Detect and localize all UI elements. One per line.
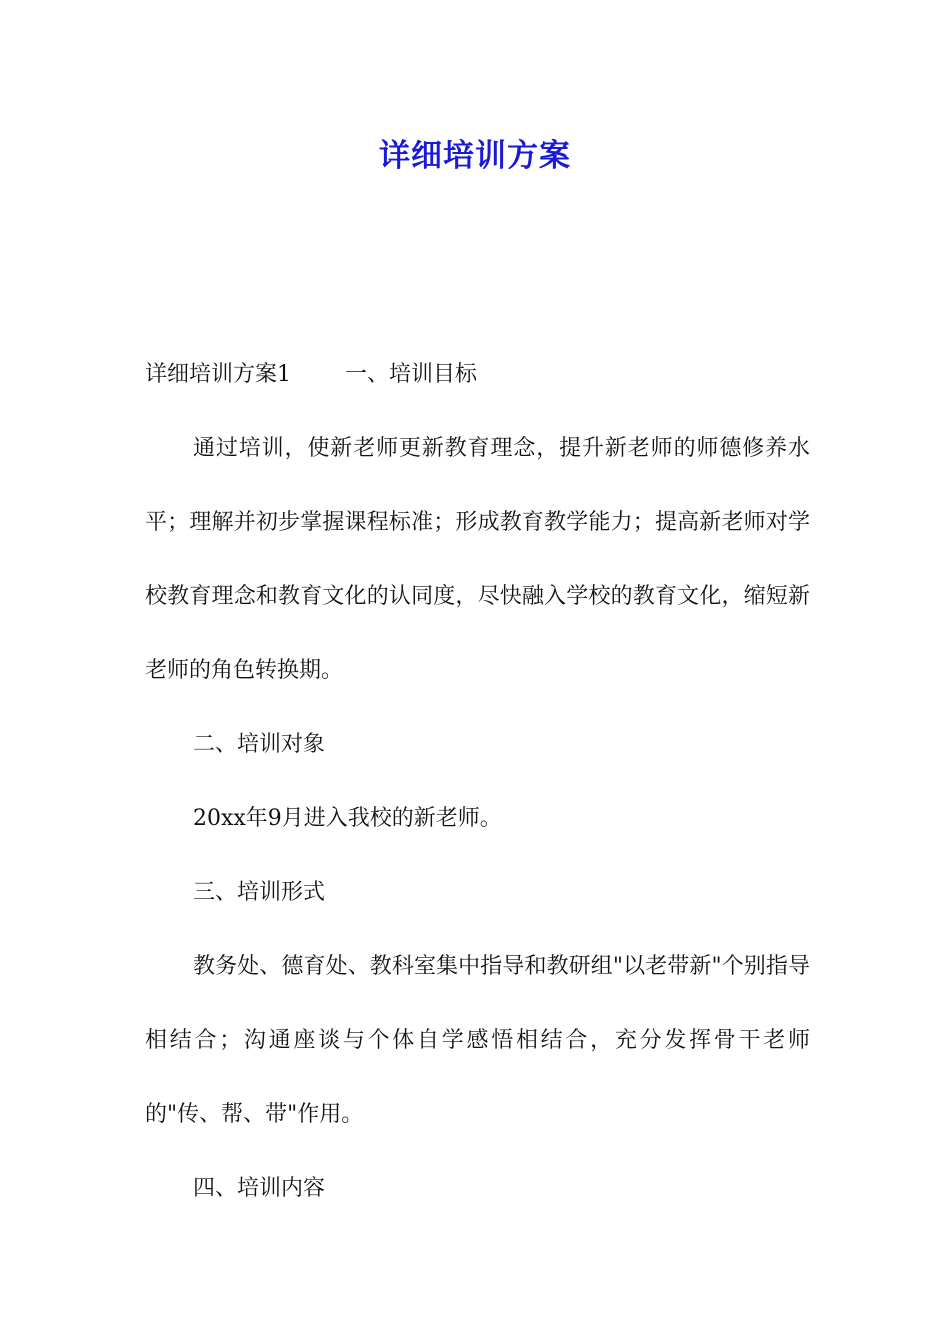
first-line: [145, 338, 810, 412]
section-2-body: 20xx年9月进入我校的新老师。: [193, 806, 502, 831]
section-2-heading: 二、培训对象: [193, 732, 326, 757]
document-label: 详细培训方案1: [145, 362, 291, 387]
section-4-heading: 四、培训内容: [193, 1176, 326, 1201]
document-body: [145, 338, 810, 1226]
section-1-body: 通过培训，使新老师更新教育理念，提升新老师的师德修养水平；理解并初步掌握课程标准；形成教育教学能力；提高新老师对学校教育理念和教育文化的认同度，尽快融入学校的教育文化，缩短新老师的角色转换期。: [145, 436, 810, 683]
section-1-heading: 一、培训目标: [345, 362, 478, 387]
section-3-heading: 三、培训形式: [193, 880, 326, 905]
section-3-body: 教务处、德育处、教科室集中指导和教研组"以老带新"个别指导相结合；沟通座谈与个体自学感悟相结合，充分发挥骨干老师的"传、帮、带"作用。: [145, 954, 810, 1127]
document-title: 详细培训方案: [379, 138, 571, 174]
